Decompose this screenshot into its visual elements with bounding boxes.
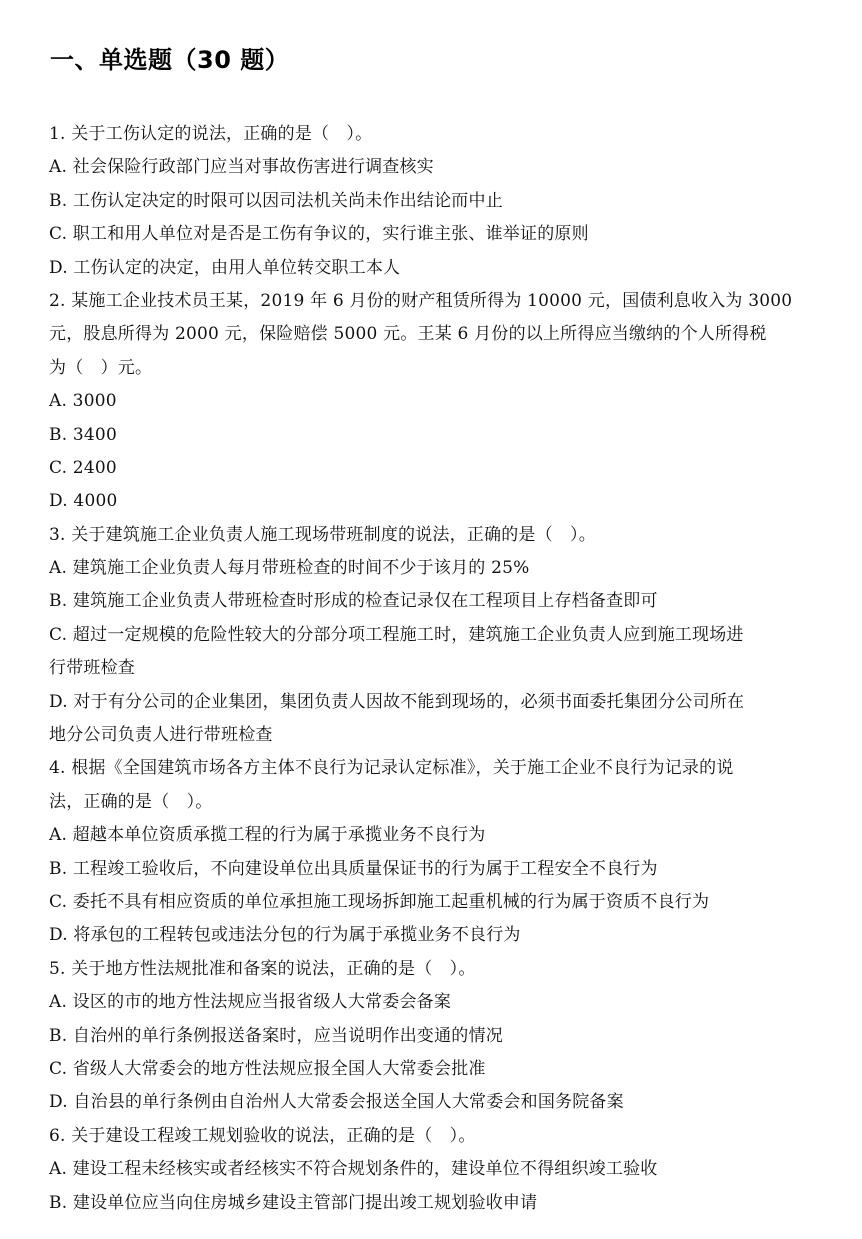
option-c-line-2: 行带班检查	[49, 658, 135, 679]
option-a: A. 超越本单位资质承揽工程的行为属于承揽业务不良行为	[49, 825, 486, 846]
section-title: 一、单选题（30 题）	[50, 46, 290, 74]
option-d: D. 自治县的单行条例由自治州人大常委会报送全国人大常委会和国务院备案	[49, 1092, 624, 1113]
option-d: D. 工伤认定的决定，由用人单位转交职工本人	[49, 257, 401, 278]
question-2	[49, 285, 821, 519]
question-stem: 5. 关于地方性法规批准和备案的说法，正确的是（ ）。	[49, 958, 476, 979]
question-stem-line-1: 2. 某施工企业技术员王某，2019 年 6 月份的财产租赁所得为 10000 元，国债利息收入为 3000	[49, 290, 793, 311]
question-3	[49, 519, 821, 753]
question-stem-line-2: 法，正确的是（ ）。	[49, 791, 213, 812]
question-stem-line-2: 元，股息所得为 2000 元，保险赔偿 5000 元。王某 6 月份的以上所得应当缴纳的个人所得税	[49, 324, 767, 345]
option-c: C. 省级人大常委会的地方性法规应报全国人大常委会批准	[49, 1058, 486, 1079]
option-b: B. 自治州的单行条例报送备案时，应当说明作出变通的情况	[49, 1025, 503, 1046]
option-d-line-2: 地分公司负责人进行带班检查	[49, 725, 273, 746]
question-stem-line-3: 为（ ）元。	[49, 357, 153, 378]
option-c: C. 委托不具有相应资质的单位承担施工现场拆卸施工起重机械的行为属于资质不良行为	[49, 891, 710, 912]
option-c: C. 2400	[49, 457, 117, 478]
option-a: A. 建设工程未经核实或者经核实不符合规划条件的，建设单位不得组织竣工验收	[49, 1159, 658, 1180]
option-a: A. 3000	[49, 391, 117, 412]
question-stem-line-1: 4. 根据《全国建筑市场各方主体不良行为记录认定标准》，关于施工企业不良行为记录的说	[49, 758, 734, 779]
option-c: C. 职工和用人单位对是否是工伤有争议的，实行谁主张、谁举证的原则	[49, 224, 589, 245]
option-d: D. 4000	[49, 491, 118, 512]
question-stem: 3. 关于建筑施工企业负责人施工现场带班制度的说法，正确的是（ ）。	[49, 524, 596, 545]
option-a: A. 建筑施工企业负责人每月带班检查的时间不少于该月的 25%	[49, 558, 530, 579]
option-b: B. 工程竣工验收后，不向建设单位出具质量保证书的行为属于工程安全不良行为	[49, 858, 658, 879]
option-b: B. 建设单位应当向住房城乡建设主管部门提出竣工规划验收申请	[49, 1192, 538, 1213]
option-b: B. 3400	[49, 424, 117, 445]
option-d: D. 将承包的工程转包或违法分包的行为属于承揽业务不良行为	[49, 925, 521, 946]
question-1	[49, 118, 821, 285]
option-a: A. 设区的市的地方性法规应当报省级人大常委会备案	[49, 992, 452, 1013]
question-6	[49, 1120, 821, 1220]
question-stem: 6. 关于建设工程竣工规划验收的说法，正确的是（ ）。	[49, 1125, 476, 1146]
question-4	[49, 752, 821, 952]
option-b: B. 建筑施工企业负责人带班检查时形成的检查记录仅在工程项目上存档备查即可	[49, 591, 658, 612]
option-d-line-1: D. 对于有分公司的企业集团，集团负责人因故不能到现场的，必须书面委托集团分公司所在	[49, 691, 745, 712]
option-c-line-1: C. 超过一定规模的危险性较大的分部分项工程施工时，建筑施工企业负责人应到施工现场进	[49, 624, 744, 645]
question-5	[49, 953, 821, 1120]
option-b: B. 工伤认定决定的时限可以因司法机关尚未作出结论而中止	[49, 190, 503, 211]
question-list	[49, 118, 821, 1220]
option-a: A. 社会保险行政部门应当对事故伤害进行调查核实	[49, 157, 434, 178]
question-stem: 1. 关于工伤认定的说法，正确的是（ ）。	[49, 124, 373, 144]
